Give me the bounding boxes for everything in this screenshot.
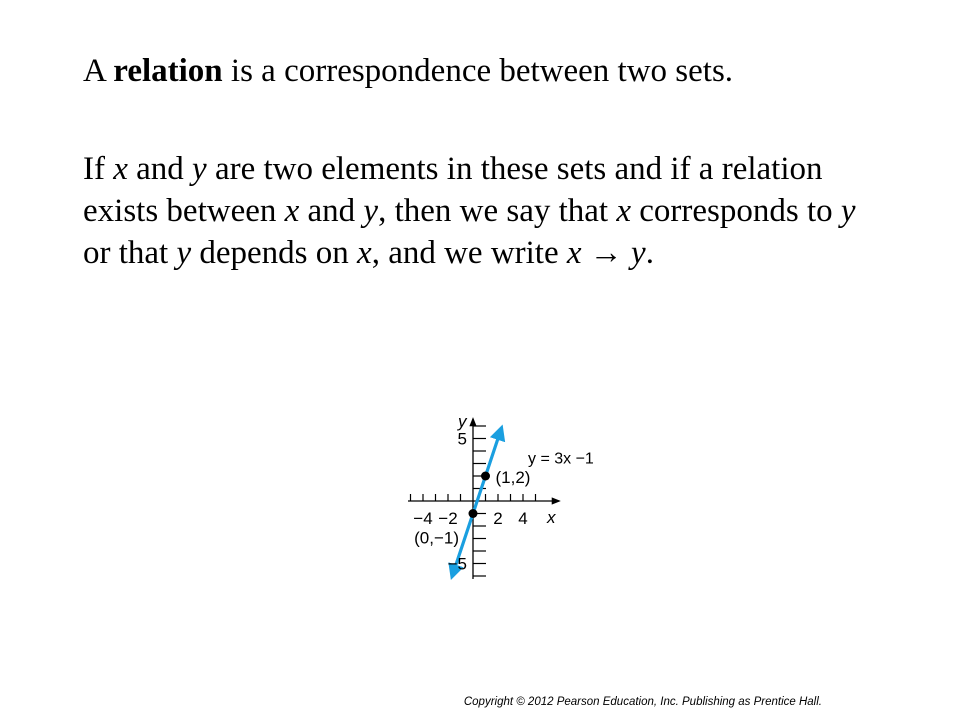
line-graph — [300, 328, 640, 668]
axes — [408, 419, 559, 579]
x-tick-label: 4 — [518, 509, 528, 528]
var-x: x — [357, 235, 372, 271]
var-x: x — [113, 151, 128, 187]
para-text: and — [299, 193, 364, 229]
point-label: (1,2) — [495, 468, 531, 487]
para-text: If — [83, 151, 114, 187]
para-text: are two elements in these sets and if a relation exists between — [83, 151, 823, 229]
definition-paragraph — [83, 148, 883, 274]
x-tick-label: 2 — [493, 509, 503, 528]
copyright-notice: Copyright © 2012 Pearson Education, Inc. Publishing as Prentice Hall. — [463, 696, 822, 708]
relation-term: relation — [113, 53, 223, 89]
var-y: y — [631, 235, 646, 271]
data-point — [469, 509, 478, 518]
title-text-before: A — [83, 53, 114, 89]
para-text: and — [127, 151, 193, 187]
para-text: , and we write — [371, 235, 567, 271]
title-line — [83, 50, 883, 92]
var-y: y — [192, 151, 207, 187]
var-y: y — [363, 193, 379, 229]
x-axis-label: x — [547, 508, 556, 527]
x-tick-label: −4 — [413, 509, 433, 528]
y-tick-label: 5 — [457, 429, 467, 449]
x-tick-label: −2 — [438, 509, 458, 528]
var-x: x — [284, 193, 300, 229]
var-x: x — [566, 235, 582, 271]
y-axis-label: y — [458, 412, 467, 431]
para-text: or that — [83, 235, 177, 271]
arrow-symbol: → — [581, 235, 632, 271]
title-text-after: is a correspondence between two sets. — [222, 53, 734, 89]
para-text: depends on — [191, 235, 358, 271]
para-text: . — [645, 235, 654, 271]
var-x: x — [616, 193, 632, 229]
y-tick-label: −5 — [447, 554, 467, 574]
para-text: corresponds to — [631, 193, 841, 229]
para-text: , then we say that — [378, 193, 617, 229]
point-label: (0,−1) — [414, 528, 459, 548]
var-y: y — [176, 235, 192, 271]
var-y: y — [840, 193, 856, 229]
labels — [413, 412, 594, 574]
data-point — [481, 472, 490, 481]
equation-label: y = 3x −1 — [528, 450, 594, 468]
